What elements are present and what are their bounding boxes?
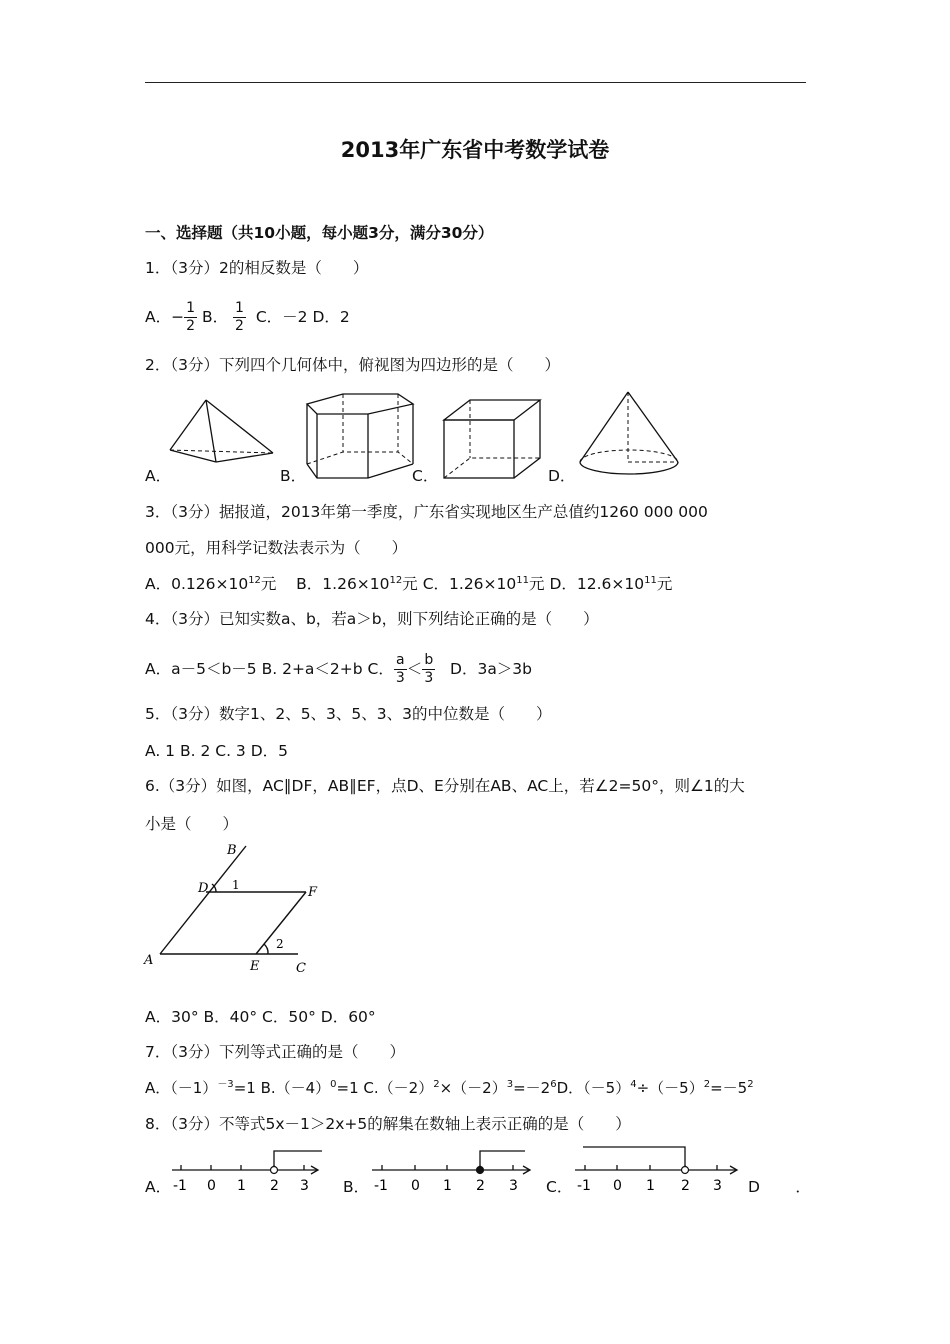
- q2-c-label: C．: [412, 467, 439, 485]
- q7-c-rest: =－2: [513, 1079, 551, 1097]
- q3-a-unit: 元: [260, 575, 277, 593]
- q1-a-num: 1: [186, 300, 196, 316]
- q2-d-label: D．: [548, 467, 576, 485]
- fig-label-f: F: [308, 885, 318, 900]
- q3-d-unit: 元: [656, 575, 673, 593]
- q1-b-frac: [233, 300, 246, 335]
- q3-b-exp: 12: [389, 574, 403, 586]
- q3-a: A．0.126×10: [145, 575, 249, 593]
- q7-c-exp1: 2: [433, 1079, 440, 1090]
- q2-a-label: A．: [145, 467, 172, 485]
- tick-label: 0: [613, 1178, 622, 1194]
- fig-label-1: 1: [232, 878, 240, 892]
- section-heading: 一、选择题（共10小题，每小题3分，满分30分）: [145, 224, 494, 242]
- fig-label-c: C: [296, 961, 306, 976]
- q1-a-label: A．: [145, 308, 172, 326]
- tick-label: 1: [237, 1178, 246, 1194]
- q6-options: A．30° B．40° C．50° D．60°: [145, 1008, 376, 1026]
- q3-c-exp: 11: [516, 574, 529, 586]
- fig-label-2: 2: [276, 937, 284, 951]
- q3-b: B．1.26×10: [296, 575, 390, 593]
- pyramid-figure: [168, 398, 278, 464]
- q4-c-rel: ＜: [406, 660, 423, 678]
- fig-label-b: B: [227, 843, 237, 858]
- q4-options: [145, 652, 532, 687]
- cone-figure: [578, 390, 682, 476]
- q1-rest: C．－2 D．2: [255, 308, 350, 326]
- q8-c-label: C．: [546, 1178, 573, 1196]
- header-rule: [145, 82, 806, 83]
- q3-d-exp: 11: [644, 574, 657, 586]
- q4-c-den1: 3: [395, 670, 405, 686]
- q7-d-mid: ÷（－5）: [636, 1079, 704, 1097]
- q3-b-unit: 元: [402, 575, 418, 593]
- q7-stem: 7．（3分）下列等式正确的是（ ）: [145, 1043, 405, 1061]
- q8-a-label: A．: [145, 1178, 172, 1196]
- q7-d-rest: =－5: [710, 1079, 748, 1097]
- q7-options: [145, 1078, 754, 1098]
- q7-c-exp2: 3: [506, 1079, 514, 1090]
- q5-stem: 5．（3分）数字1、2、5、3、5、3、3的中位数是（ ）: [145, 705, 552, 723]
- tick-label: 2: [681, 1178, 690, 1194]
- q1-a-den: 2: [186, 318, 196, 334]
- q7-b-rest: =1 C.（－2）: [336, 1079, 434, 1097]
- q5-options: A. 1 B. 2 C. 3 D．5: [145, 742, 289, 760]
- q4-d: D．3a＞3b: [450, 660, 533, 678]
- q1-b-num: 1: [235, 300, 244, 316]
- q7-c-mid: ×（－2）: [439, 1079, 507, 1097]
- q1-a-frac: [184, 300, 197, 335]
- q1-stem: 1．（3分）2的相反数是（ ）: [145, 259, 369, 277]
- q8-d-label: D ．: [748, 1178, 821, 1196]
- q6-line2: 小是（ ）: [145, 815, 239, 833]
- hexagonal-prism-figure: [303, 392, 415, 484]
- tick-label: 0: [207, 1178, 216, 1194]
- fig-label-e: E: [250, 959, 260, 974]
- q3-options: [145, 574, 672, 594]
- tick-label: -1: [577, 1178, 591, 1194]
- q4-c-frac1: [394, 652, 407, 687]
- q3-d: D．12.6×10: [549, 575, 645, 593]
- q1-b-den: 2: [235, 318, 244, 334]
- tick-label: -1: [374, 1178, 388, 1194]
- fig-label-a: A: [144, 953, 154, 968]
- tick-label: 2: [476, 1178, 485, 1194]
- q1-b-label: B．: [201, 308, 229, 326]
- number-line-a: [170, 1148, 330, 1196]
- q8-stem: 8．（3分）不等式5x－1＞2x+5的解集在数轴上表示正确的是（ ）: [145, 1115, 631, 1133]
- q7-c-exp3: 6: [550, 1079, 557, 1090]
- number-line-c: [573, 1134, 743, 1196]
- q3-line2: 000元，用科学记数法表示为（ ）: [145, 539, 408, 557]
- q2-stem: 2．（3分）下列四个几何体中，俯视图为四边形的是（ ）: [145, 356, 560, 374]
- q4-c-den2: 3: [424, 670, 434, 686]
- number-line-b: [370, 1148, 540, 1196]
- q1-a-sign: −: [171, 308, 185, 326]
- q7-b-exp: 0: [330, 1079, 337, 1090]
- fig-label-d: D: [198, 881, 209, 896]
- tick-label: 3: [713, 1178, 722, 1194]
- cube-figure: [442, 398, 542, 480]
- q7-d-exp3: 2: [747, 1079, 754, 1090]
- q7-d: D．（－5）: [556, 1079, 631, 1097]
- q4-stem: 4．（3分）已知实数a、b，若a＞b，则下列结论正确的是（ ）: [145, 610, 599, 628]
- q4-c-num1: a: [394, 652, 407, 670]
- q7-a-rest: =1 B.（－4）: [233, 1079, 331, 1097]
- tick-label: 1: [646, 1178, 655, 1194]
- q3-c-unit: 元: [528, 575, 545, 593]
- q3-line1: 3．（3分）据报道，2013年第一季度，广东省实现地区生产总值约1260 000 000: [145, 503, 708, 521]
- q7-d-exp2: 2: [703, 1079, 711, 1090]
- tick-label: -1: [173, 1178, 187, 1194]
- tick-label: 2: [270, 1178, 279, 1194]
- q4-ab: A．a－5＜b－5 B. 2+a＜2+b C．: [145, 660, 394, 678]
- q3-a-exp: 12: [248, 574, 261, 586]
- parallelogram-figure: [140, 840, 330, 980]
- q7-a: A．（－1）: [145, 1079, 218, 1097]
- q1-options: [145, 300, 350, 335]
- q2-b-label: B．: [280, 467, 307, 485]
- tick-label: 3: [509, 1178, 518, 1194]
- tick-label: 3: [300, 1178, 309, 1194]
- tick-label: 1: [443, 1178, 452, 1194]
- q8-b-label: B．: [343, 1178, 370, 1196]
- q4-c-num2: b: [422, 652, 435, 670]
- page-title: 2013年广东省中考数学试卷: [340, 138, 610, 162]
- tick-label: 0: [411, 1178, 420, 1194]
- q7-a-exp: －3: [217, 1079, 234, 1090]
- q4-c-frac2: [422, 652, 435, 687]
- q7-d-exp1: 4: [630, 1079, 637, 1090]
- q6-line1: 6.（3分）如图，AC∥DF，AB∥EF，点D、E分别在AB、AC上，若∠2=50°，则∠1的大: [145, 777, 745, 795]
- q3-c: C．1.26×10: [422, 575, 517, 593]
